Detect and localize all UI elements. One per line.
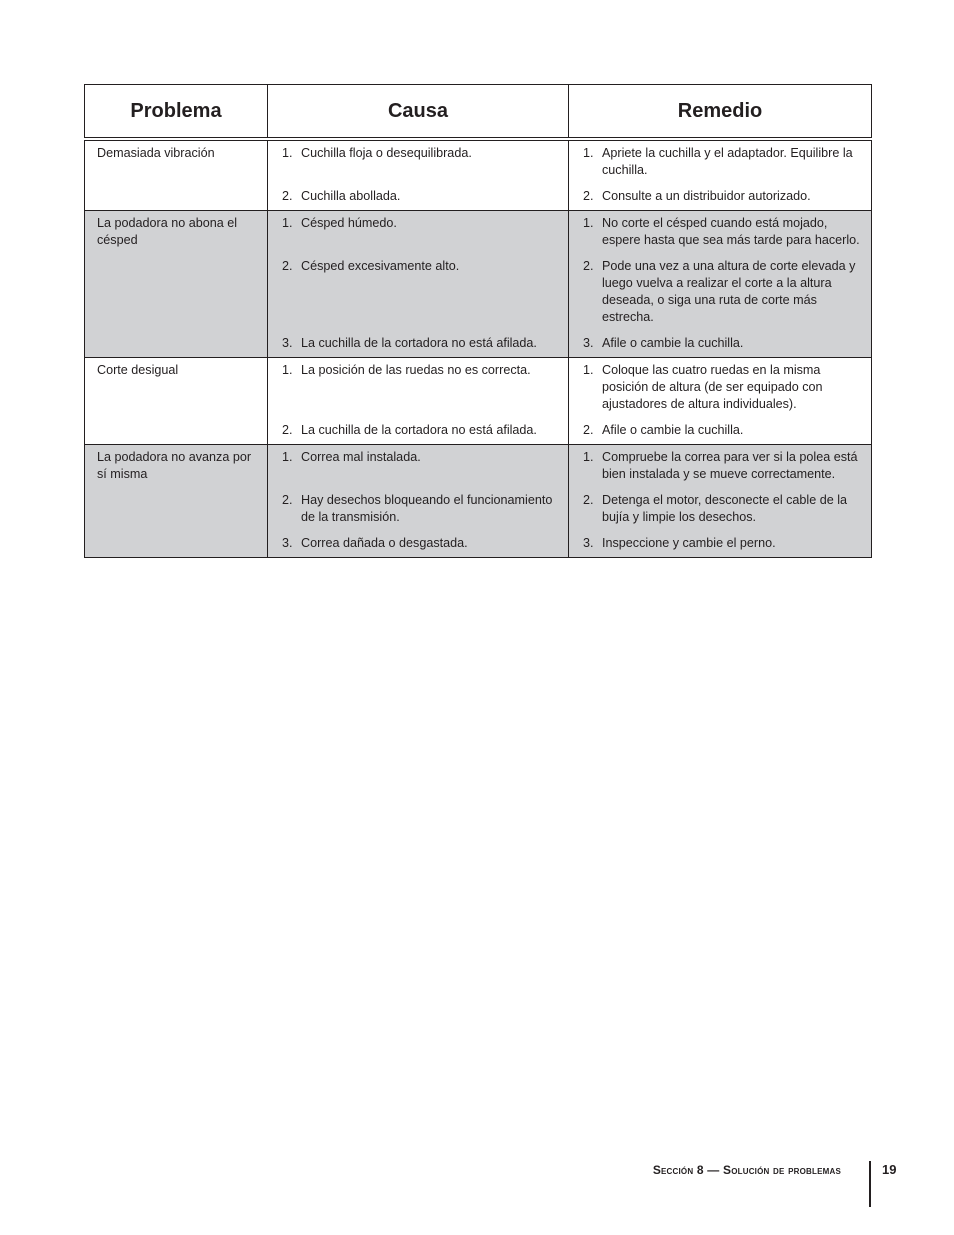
page-number: 19 — [882, 1162, 897, 1177]
item-number: 3. — [583, 536, 594, 550]
table-row — [85, 358, 872, 445]
item-text: Detenga el motor, desconecte el cable de la bujía y limpie los desechos. — [602, 493, 848, 524]
footer-section-title: Sección 8 — Solución de problemas — [652, 1163, 841, 1177]
cause-item — [282, 535, 562, 552]
cause-item — [282, 258, 562, 275]
header-remedio: Remedio — [569, 85, 872, 140]
remedy-cell — [569, 358, 872, 445]
item-text: La cuchilla de la cortadora no está afilada. — [301, 423, 537, 437]
cause-item — [282, 492, 562, 526]
item-number: 2. — [583, 493, 594, 507]
item-number: 3. — [282, 536, 293, 550]
item-number: 3. — [282, 336, 293, 350]
item-text: Apriete la cuchilla y el adaptador. Equilibre la cuchilla. — [602, 146, 853, 177]
remedy-item — [583, 362, 865, 413]
cause-item — [282, 362, 562, 379]
remedy-item — [583, 258, 865, 326]
item-text: Coloque las cuatro ruedas en la misma posición de altura (de ser equipado con ajustadores de altura individuales). — [602, 363, 823, 411]
cause-cell — [268, 358, 569, 445]
item-text: La posición de las ruedas no es correcta. — [301, 363, 531, 377]
item-text: Correa mal instalada. — [301, 450, 421, 464]
remedy-item — [583, 188, 865, 205]
item-number: 3. — [583, 336, 594, 350]
item-number: 2. — [282, 189, 293, 203]
item-number: 1. — [583, 363, 594, 377]
remedy-item — [583, 535, 865, 552]
item-text: Afile o cambie la cuchilla. — [602, 423, 744, 437]
remedy-item — [583, 449, 865, 483]
cause-item — [282, 188, 562, 205]
item-number: 2. — [282, 259, 293, 273]
item-text: Cuchilla abollada. — [301, 189, 401, 203]
item-number: 1. — [583, 146, 594, 160]
remedy-cell — [569, 211, 872, 358]
item-number: 2. — [583, 189, 594, 203]
item-text: Hay desechos bloqueando el funcionamiento de la transmisión. — [301, 493, 553, 524]
item-number: 1. — [282, 363, 293, 377]
item-text: Inspeccione y cambie el perno. — [602, 536, 776, 550]
header-problema: Problema — [85, 85, 268, 140]
cause-item — [282, 335, 562, 352]
item-text: Correa dañada o desgastada. — [301, 536, 468, 550]
table-row — [85, 445, 872, 558]
remedy-item — [583, 422, 865, 439]
item-number: 1. — [282, 450, 293, 464]
cause-cell — [268, 211, 569, 358]
problem-cell: La podadora no avanza por sí misma — [85, 445, 268, 558]
item-number: 2. — [282, 423, 293, 437]
cause-item — [282, 449, 562, 466]
header-causa: Causa — [268, 85, 569, 140]
item-text: No corte el césped cuando está mojado, espere hasta que sea más tarde para hacerlo. — [602, 216, 860, 247]
item-text: Compruebe la correa para ver si la polea está bien instalada y se mueve correctamente. — [602, 450, 858, 481]
cause-cell — [268, 139, 569, 211]
item-text: Consulte a un distribuidor autorizado. — [602, 189, 811, 203]
table-row — [85, 139, 872, 211]
remedy-item — [583, 492, 865, 526]
item-number: 2. — [282, 493, 293, 507]
remedy-item — [583, 215, 865, 249]
table-header-row — [85, 85, 872, 140]
remedy-item — [583, 335, 865, 352]
item-number: 1. — [583, 450, 594, 464]
cause-item — [282, 422, 562, 439]
cause-item — [282, 215, 562, 232]
footer-divider — [869, 1161, 871, 1207]
problem-cell: Demasiada vibración — [85, 139, 268, 211]
remedy-cell — [569, 139, 872, 211]
item-number: 1. — [282, 146, 293, 160]
remedy-cell — [569, 445, 872, 558]
problem-cell: Corte desigual — [85, 358, 268, 445]
cause-cell — [268, 445, 569, 558]
item-text: Césped excesivamente alto. — [301, 259, 460, 273]
item-number: 1. — [282, 216, 293, 230]
item-number: 2. — [583, 423, 594, 437]
item-number: 1. — [583, 216, 594, 230]
item-text: Afile o cambie la cuchilla. — [602, 336, 744, 350]
item-text: Césped húmedo. — [301, 216, 397, 230]
item-text: Pode una vez a una altura de corte elevada y luego vuelva a realizar el corte a la altura deseada, o siga una ruta de corte más estrecha. — [602, 259, 856, 324]
item-text: Cuchilla floja o desequilibrada. — [301, 146, 472, 160]
remedy-item — [583, 145, 865, 179]
problem-cell: La podadora no abona el césped — [85, 211, 268, 358]
table-row — [85, 211, 872, 358]
item-number: 2. — [583, 259, 594, 273]
troubleshooting-table — [84, 84, 872, 558]
item-text: La cuchilla de la cortadora no está afilada. — [301, 336, 537, 350]
cause-item — [282, 145, 562, 162]
